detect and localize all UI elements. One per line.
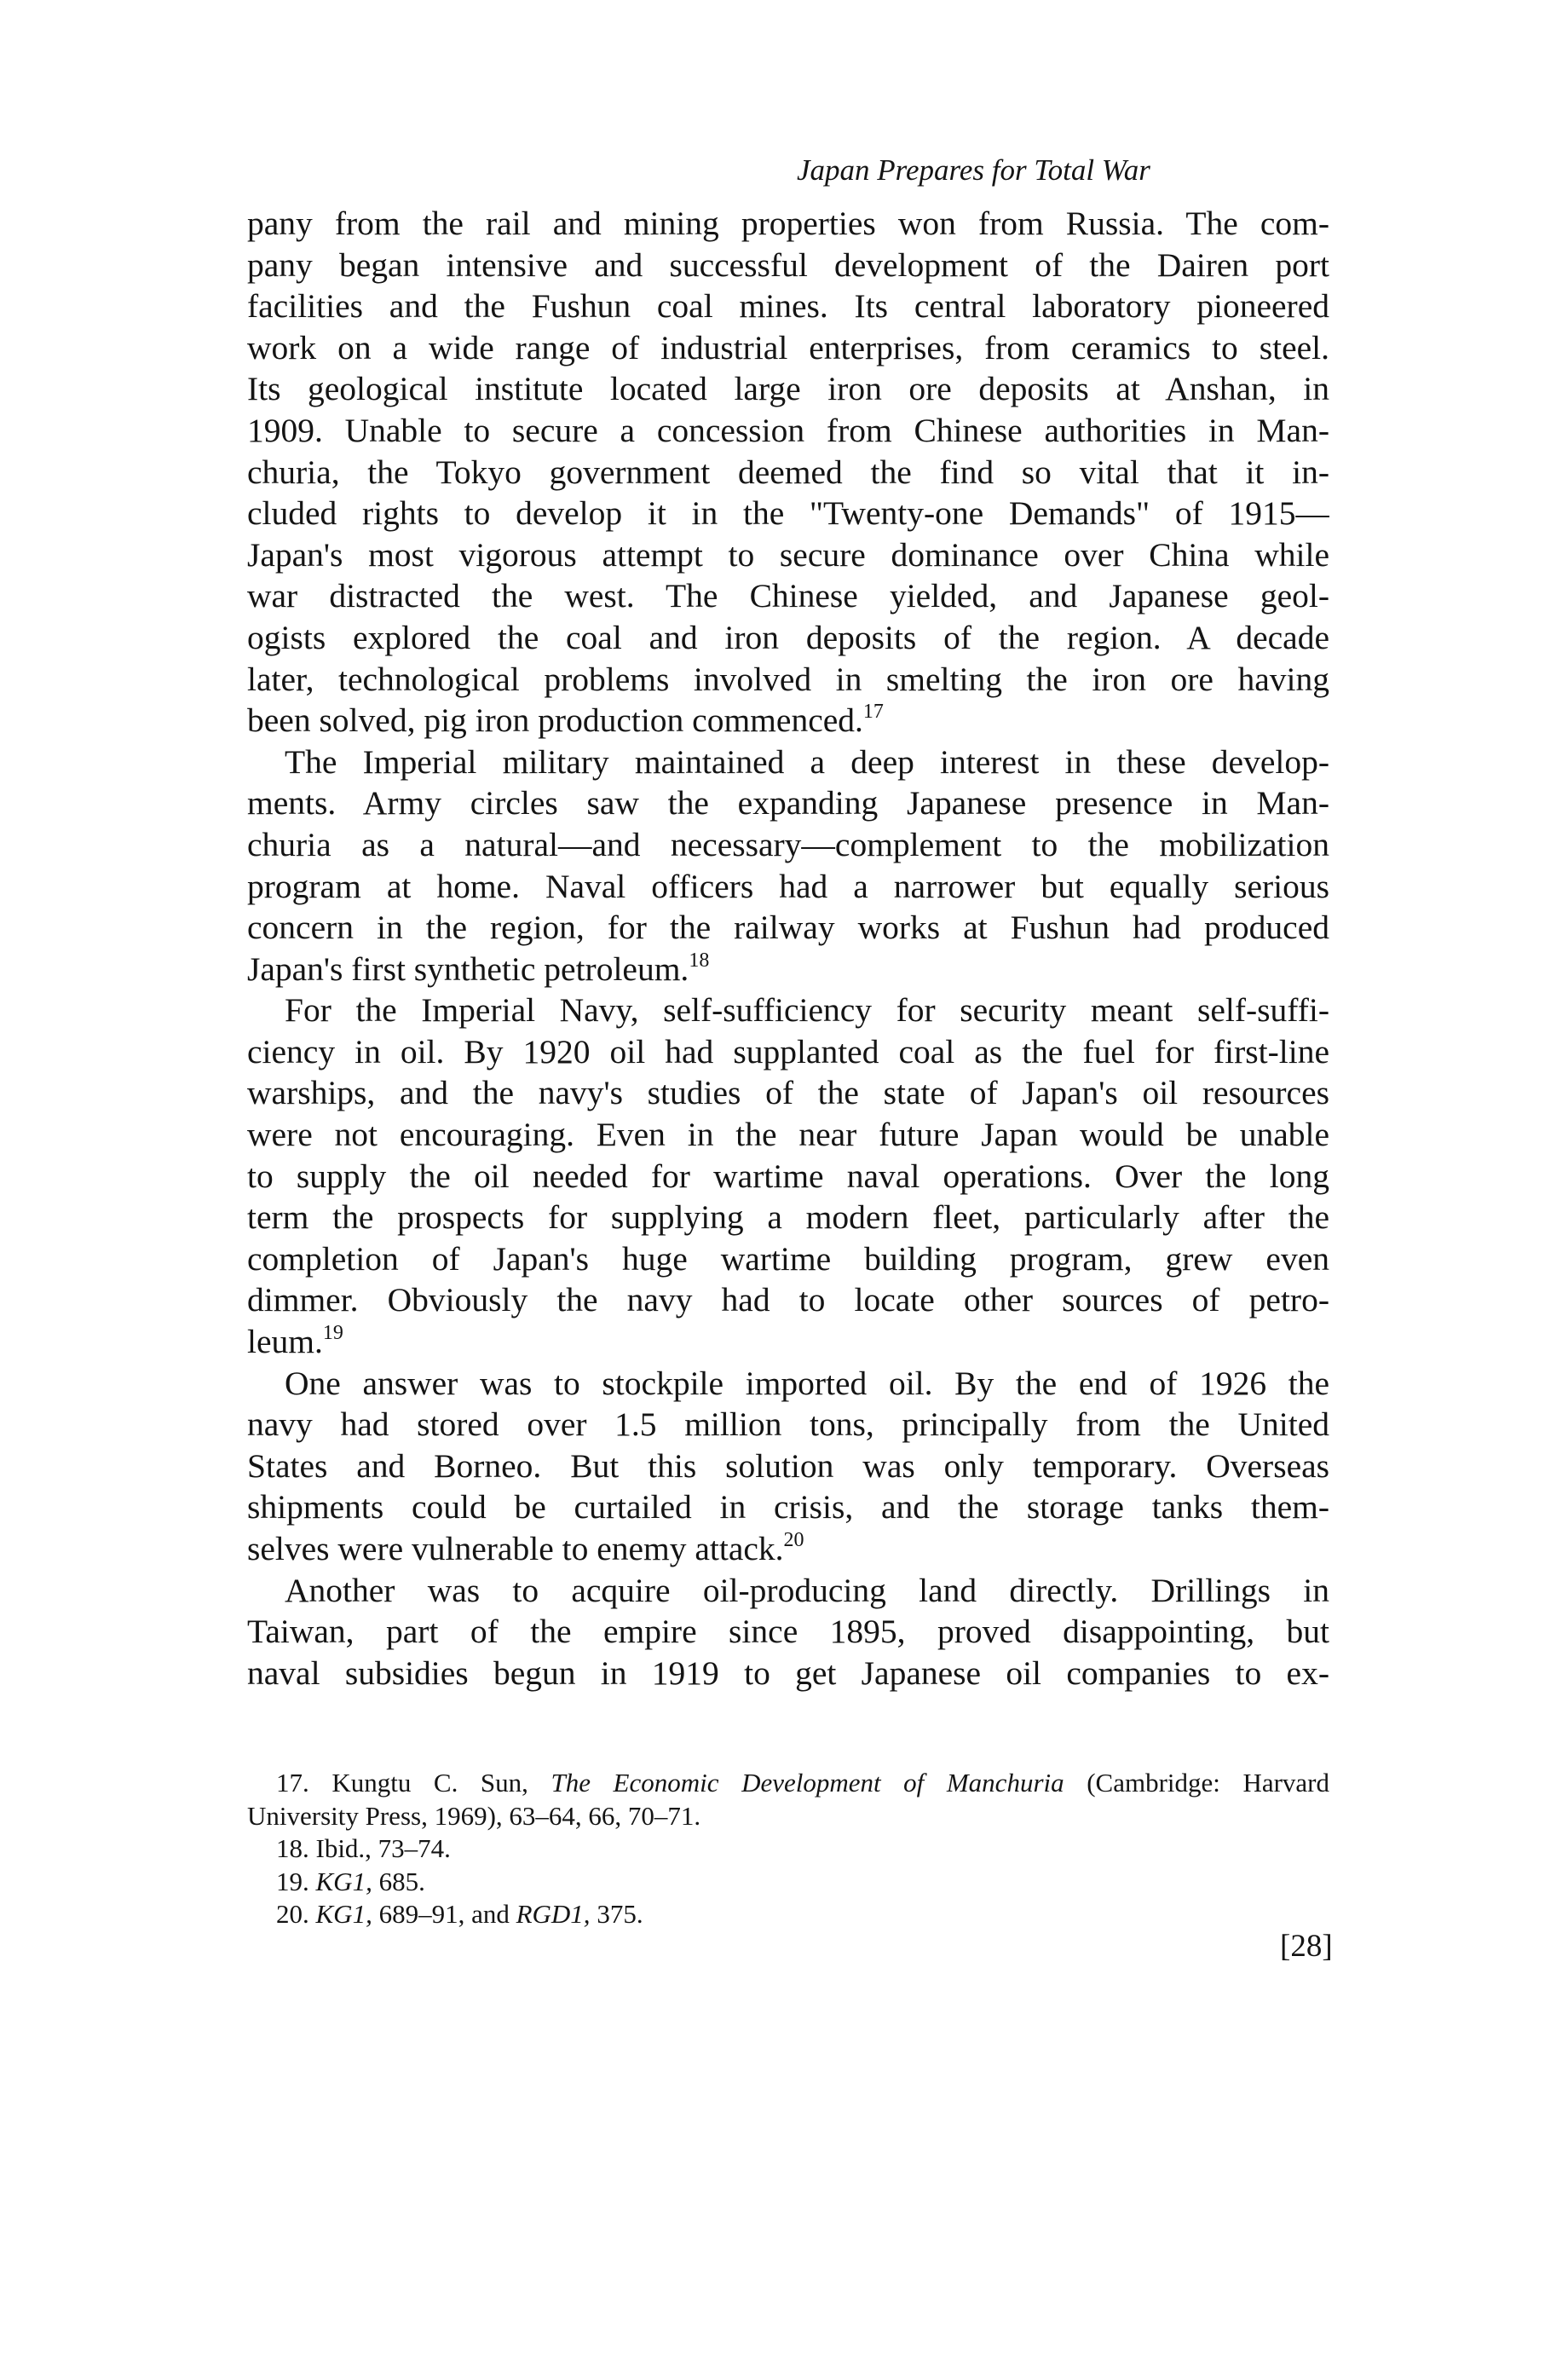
paragraph-5 (247, 1570, 1329, 1694)
text-line: cluded rights to develop it in the "Twenty-one Demands" of 1915— (247, 494, 1329, 533)
text-line: navy had stored over 1.5 million tons, principally from the United (247, 1405, 1329, 1444)
text-line: States and Borneo. But this solution was only temporary. Overseas (247, 1446, 1329, 1485)
text-line: churia, the Tokyo government deemed the find so vital that it in- (247, 453, 1329, 491)
text-line: work on a wide range of industrial enterprises, from ceramics to steel. (247, 328, 1329, 366)
text-line: facilities and the Fushun coal mines. Its central laboratory pioneered (247, 287, 1329, 326)
paragraph-1 (247, 203, 1329, 742)
text-line: shipments could be curtailed in crisis, and the storage tanks them- (247, 1488, 1329, 1526)
footnote-ref-19[interactable]: 19 (322, 1322, 343, 1345)
footnote-text: (Cambridge: Harvard (1087, 1768, 1329, 1798)
footnote-cite: KG1, (315, 1866, 372, 1896)
footnote-ref-17[interactable]: 17 (862, 701, 884, 724)
text-line: war distracted the west. The Chinese yielded, and Japanese geol- (247, 577, 1329, 615)
footnote-number: 19. (276, 1866, 309, 1896)
text-line: ogists explored the coal and iron deposits of the region. A decade (247, 618, 1329, 656)
running-head: Japan Prepares for Total War (797, 153, 1150, 187)
text-line: One answer was to stockpile imported oil. By the end of 1926 the (285, 1364, 1329, 1402)
footnote-author: Kungtu C. Sun, (331, 1768, 528, 1798)
footnote-ref-20[interactable]: 20 (783, 1529, 804, 1551)
paragraph-2 (247, 742, 1329, 990)
footnote-line (247, 1767, 1329, 1800)
footnotes (247, 1767, 1329, 1931)
text-line: For the Imperial Navy, self-sufficiency for security meant self-suffi- (285, 991, 1329, 1030)
text-line (247, 949, 1329, 990)
body-text (247, 203, 1329, 1694)
footnote-ref-18[interactable]: 18 (689, 949, 710, 972)
footnote-text: 689–91, and (378, 1899, 510, 1930)
text-line: churia as a natural—and necessary—complement to the mobilization (247, 825, 1329, 863)
text-line: pany from the rail and mining properties won from Russia. The com- (247, 205, 1329, 242)
text-line: The Imperial military maintained a deep interest in these develop- (285, 742, 1329, 781)
text-line: concern in the region, for the railway works at Fushun had produced (247, 909, 1329, 947)
footnote-number: 18. (276, 1833, 309, 1864)
footnote-18 (247, 1832, 1329, 1866)
text-line (247, 700, 1329, 742)
text-line: ments. Army circles saw the expanding Japanese presence in Man- (247, 784, 1329, 822)
text-line (247, 1528, 1329, 1570)
text-line: naval subsidies begun in 1919 to get Japanese oil companies to ex- (247, 1653, 1329, 1692)
paragraph-4 (247, 1363, 1329, 1570)
footnote-title: The Economic Development of Manchuria (551, 1768, 1064, 1798)
text-line-content: leum. (247, 1323, 323, 1361)
text-line: were not encouraging. Even in the near future Japan would be unable (247, 1116, 1329, 1154)
footnote-text: 685. (378, 1866, 425, 1896)
paragraph-3 (247, 990, 1329, 1362)
text-line: dimmer. Obviously the navy had to locate other sources of petro- (247, 1281, 1329, 1319)
text-line-content: Japan's first synthetic petroleum. (247, 949, 689, 988)
text-line: Japan's most vigorous attempt to secure dominance over China while (247, 535, 1329, 574)
footnote-20 (247, 1898, 1329, 1931)
footnote-line (247, 1898, 1329, 1931)
text-line: warships, and the navy's studies of the state of Japan's oil resources (247, 1074, 1329, 1112)
text-line: term the prospects for supplying a modern fleet, particularly after the (247, 1198, 1329, 1237)
text-line: ciency in oil. By 1920 oil had supplanted coal as the fuel for first-line (247, 1032, 1329, 1070)
text-line-content: been solved, pig iron production commenced. (247, 701, 863, 740)
footnote-line (247, 1832, 1329, 1866)
footnote-line: University Press, 1969), 63–64, 66, 70–71. (247, 1800, 701, 1831)
footnote-number: 17. (276, 1768, 309, 1798)
text-line: Taiwan, part of the empire since 1895, proved disappointing, but (247, 1613, 1329, 1651)
text-line: 1909. Unable to secure a concession from Chinese authorities in Man- (247, 411, 1329, 449)
footnote-17 (247, 1767, 1329, 1832)
page-number: [28] (1280, 1929, 1333, 1964)
text-line: completion of Japan's huge wartime building program, grew even (247, 1239, 1329, 1278)
footnote-text: Ibid., 73–74. (315, 1833, 451, 1864)
footnote-text: 375. (597, 1899, 643, 1930)
footnote-cite: RGD1, (516, 1899, 591, 1930)
footnote-line (247, 1866, 1329, 1899)
text-line (247, 1321, 1329, 1363)
text-line: Another was to acquire oil-producing land directly. Drillings in (285, 1571, 1329, 1609)
footnote-cite: KG1, (315, 1899, 372, 1930)
text-line: pany began intensive and successful development of the Dairen port (247, 245, 1329, 284)
footnote-number: 20. (276, 1899, 309, 1930)
footnote-19 (247, 1866, 1329, 1899)
text-line: later, technological problems involved in smelting the iron ore having (247, 660, 1329, 698)
text-line: to supply the oil needed for wartime naval operations. Over the long (247, 1157, 1329, 1195)
text-line-content: selves were vulnerable to enemy attack. (247, 1530, 784, 1567)
text-line: Its geological institute located large iron ore deposits at Anshan, in (247, 370, 1329, 408)
text-line: program at home. Naval officers had a narrower but equally serious (247, 867, 1329, 905)
